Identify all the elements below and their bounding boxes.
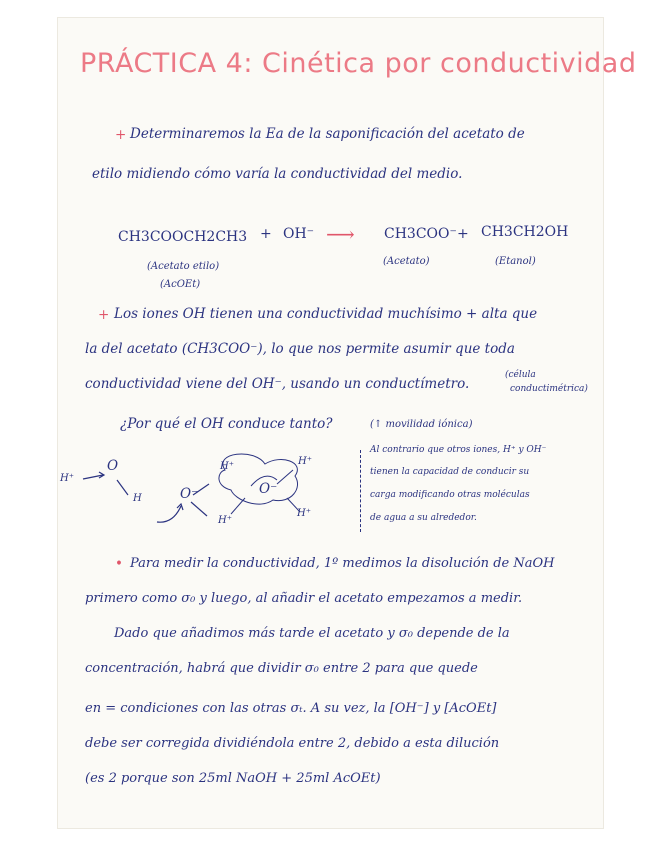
label-acoet: (AcOEt)	[160, 279, 201, 290]
para4-line-4: debe ser corregida dividiéndola entre 2, debido a esta dilución	[85, 736, 500, 751]
product-ethanol: CH3CH2OH	[481, 224, 569, 240]
para4-line-1: Dado que añadimos más tarde el acetato y σ₀ depende de la	[114, 626, 510, 641]
plus-sign-2: +	[457, 226, 469, 242]
label-acetato: (Acetato)	[383, 256, 430, 267]
note-conductimetrica: conductimétrica)	[510, 384, 588, 394]
intro-line-2: etilo midiendo cómo varía la conductividad del medio.	[92, 166, 463, 182]
intro-line-1: Determinaremos la Ea de la saponificación del acetato de	[130, 126, 525, 142]
bullet-dot: •	[115, 556, 123, 572]
water-diagram	[55, 440, 355, 540]
diagram-h-left: H⁺	[60, 473, 74, 484]
diagram-h-bot-2: H⁺	[297, 508, 311, 519]
para2-line-3: conductividad viene del OH⁻, usando un conductímetro.	[85, 376, 470, 392]
divider	[360, 450, 361, 532]
side-note-3: carga modificando otras moléculas	[370, 490, 530, 500]
label-acetato-etilo: (Acetato etilo)	[147, 261, 220, 272]
label-etanol: (Etanol)	[495, 256, 536, 267]
diagram-h-bot-1: H⁺	[218, 515, 232, 526]
page-title: PRÁCTICA 4: Cinética por conductividad	[80, 48, 637, 79]
diagram-h-top-2: H⁺	[298, 456, 312, 467]
para2-line-2: la del acetato (CH3COO⁻), lo que nos permite asumir que toda	[85, 341, 515, 357]
para2-line-1: Los iones OH tienen una conductividad muchísimo + alta que	[114, 306, 538, 322]
diagram-o-ring: O⁻	[259, 481, 278, 497]
note-celula: (célula	[505, 370, 536, 380]
para3-line-1: Para medir la conductividad, 1º medimos la disolución de NaOH	[130, 556, 555, 571]
para3-line-2: primero como σ₀ y luego, al añadir el acetato empezamos a medir.	[85, 591, 523, 606]
diagram-o-mid: O⁻	[180, 486, 199, 502]
reaction-arrow: ⟶	[326, 222, 355, 246]
diagram-h-top-1: H⁺	[220, 461, 234, 472]
diagram-h-mid: H	[133, 493, 142, 504]
reactant-acetate-ethyl: CH3COOCH2CH3	[118, 229, 248, 245]
diagram-o-left: O	[107, 458, 119, 474]
side-note-2: tienen la capacidad de conducir su	[370, 467, 530, 477]
curved-arrow-icon	[157, 506, 181, 522]
bullet-plus-2: +	[98, 307, 110, 323]
reactant-hydroxide: OH⁻	[283, 226, 315, 242]
para4-line-5: (es 2 porque son 25ml NaOH + 25ml AcOEt)	[85, 771, 381, 786]
bond-line	[117, 480, 128, 495]
para4-line-2: concentración, habrá que dividir σ₀ entre 2 para que quede	[85, 661, 478, 676]
product-acetate: CH3COO⁻	[384, 226, 457, 242]
plus-sign: +	[260, 226, 272, 242]
side-note-4: de agua a su alrededor.	[370, 513, 477, 523]
para4-line-3: en = condiciones con las otras σₜ. A su vez, la [OH⁻] y [AcOEt]	[85, 701, 497, 716]
bullet-plus: +	[115, 127, 127, 143]
question-note: (↑ movilidad iónica)	[370, 419, 473, 430]
question: ¿Por qué el OH conduce tanto?	[120, 416, 333, 432]
side-note-1: Al contrario que otros iones, H⁺ y OH⁻	[370, 445, 547, 455]
